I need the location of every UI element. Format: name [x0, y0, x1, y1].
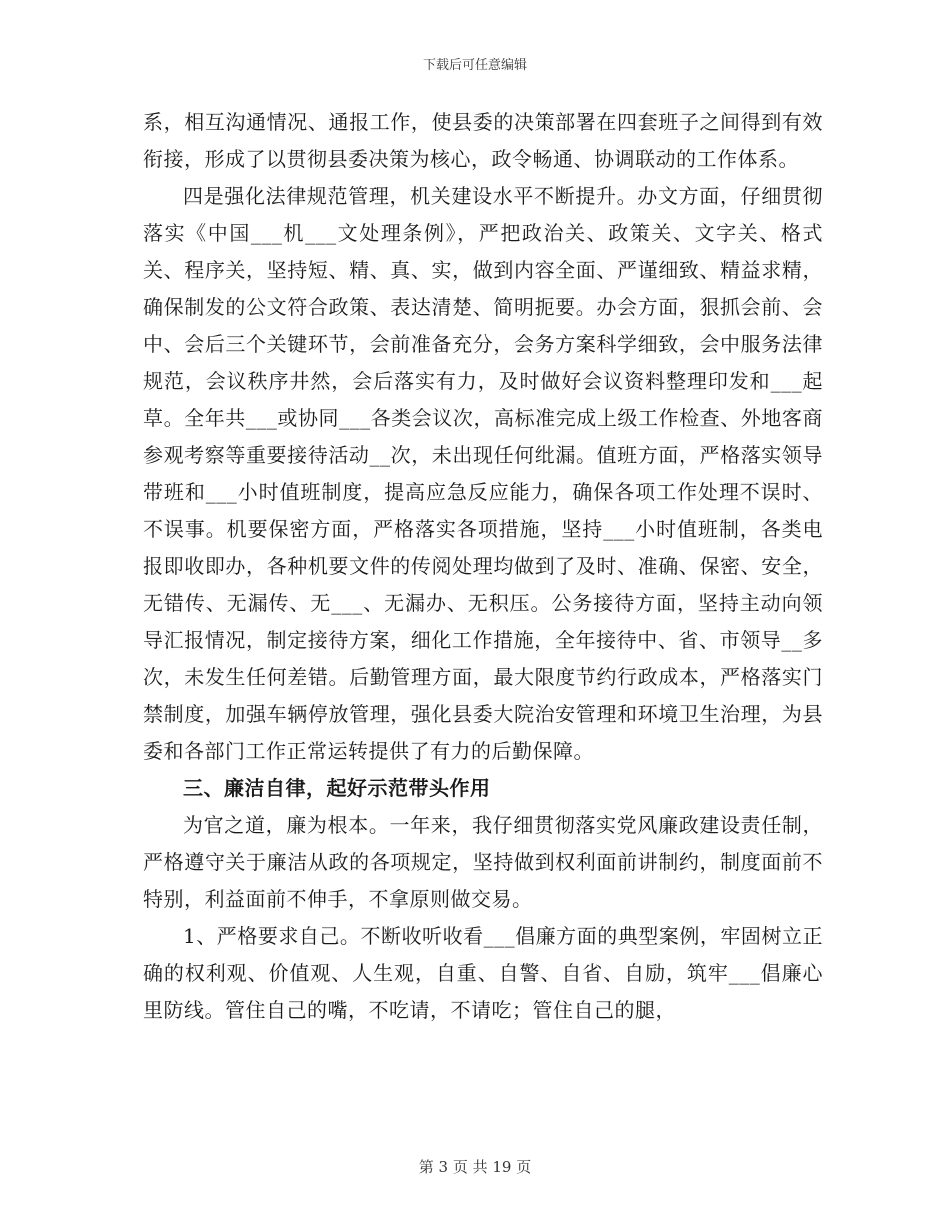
page-footer: 第 3 页 共 19 页	[418, 1158, 532, 1176]
document-body	[143, 104, 823, 1029]
paragraph-integrity-intro: 为官之道，廉为根本。一年来，我仔细贯彻落实党风廉政建设责任制，严格遵守关于廉洁从政的各项规定，坚持做到权利面前讲制约，制度面前不特别，利益面前不伸手，不拿原则做交易。	[143, 813, 823, 911]
paragraph-self-discipline: 1、严格要求自己。不断收听收看___倡廉方面的典型案例，牢固树立正确的权利观、价值观、人生观，自重、自警、自省、自励，筑牢___倡廉心里防线。管住自己的嘴，不吃请，不请吃；管住自己的腿，	[143, 924, 823, 1022]
paragraph-office-management: 四是强化法律规范管理，机关建设水平不断提升。办文方面，仔细贯彻落实《中国___机___文处理条例》，严把政治关、政策关、文字关、格式关、程序关，坚持短、精、真、实，做到内容全面、严谨细致、精益求精，确保制发的公文符合政策、表达清楚、简明扼要。办会方面，狠抓会前、会中、会后三个关键环节，会前准备充分，会务方案科学细致，会中服务法律规范，会议秩序井然，会后落实有力，及时做好会议资料整理印发和___起草。全年共___或协同___各类会议次，高标准完成上级工作检查、外地客商参观考察等重要接待活动__次，未出现任何纰漏。值班方面，严格落实领导带班和___小时值班制度，提高应急反应能力，确保各项工作处理不误时、不误事。机要保密方面，严格落实各项措施，坚持___小时值班制，各类电报即收即办，各种机要文件的传阅处理均做到了及时、准确、保密、安全，无错传、无漏传、无___、无漏办、无积压。公务接待方面，坚持主动向领导汇报情况，制定接待方案，细化工作措施，全年接待中、省、市领导__多次，未发生任何差错。后勤管理方面，最大限度节约行政成本，严格落实门禁制度，加强车辆停放管理，强化县委大院治安管理和环境卫生治理，为县委和各部门工作正常运转提供了有力的后勤保障。	[143, 184, 823, 763]
paragraph-continuation: 系，相互沟通情况、通报工作，使县委的决策部署在四套班子之间得到有效衔接，形成了以贯彻县委决策为核心，政令畅通、协调联动的工作体系。	[143, 110, 823, 171]
section-heading: 三、廉洁自律，起好示范带头作用	[183, 776, 491, 800]
page-header: 下载后可任意编辑	[422, 58, 527, 73]
